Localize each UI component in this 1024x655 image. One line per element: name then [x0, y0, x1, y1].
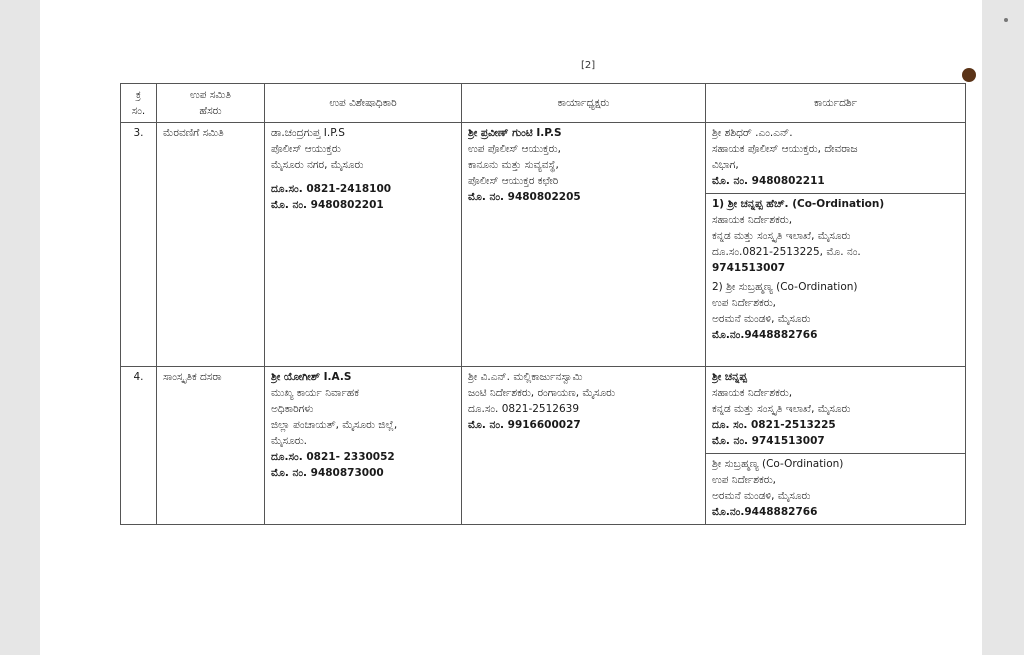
special-officer-cell: ಡಾ.ಚಂದ್ರಗುಪ್ತ I.P.S ಪೊಲೀಸ್ ಆಯುಕ್ತರು ಮೈಸೂರು ನಗರ, ಮೈಸೂರು ದೂ.ಸಂ. 0821-2418100 ಮೊ. ನಂ. 9480802201 [265, 123, 462, 367]
header-secretary: ಕಾರ್ಯದರ್ಶಿ [706, 84, 966, 123]
secretary-cell [706, 123, 966, 367]
ink-dot [962, 68, 976, 82]
table-header-row [121, 84, 966, 123]
row-number: 3. [121, 123, 157, 367]
president-cell: ಶ್ರೀ ವಿ.ಎನ್. ಮಲ್ಲಿಕಾರ್ಜುನಸ್ವಾಮಿ ಜಂಟಿ ನಿರ್ದೇಶಕರು, ರಂಗಾಯಣ, ಮೈಸೂರು ದೂ.ಸಂ. 0821-2512639 ಮೊ. ನಂ. 9916600027 [462, 367, 706, 525]
header-special-officer: ಉಪ ವಿಶೇಷಾಧಿಕಾರಿ [265, 84, 462, 123]
secretary-entry: 1) ಶ್ರೀ ಚನ್ನಪ್ಪ ಹೆಚ್. (Co-Ordination) ಸಹಾಯಕ ನಿರ್ದೇಶಕರು, ಕನ್ನಡ ಮತ್ತು ಸಂಸ್ಕೃತಿ ಇಲಾಖೆ, ಮೈಸೂರು ದೂ.ಸಂ.0821-2513225, ಮೊ. ನಂ. 9741513007 2) ಶ್ರೀ ಸುಬ್ರಹ್ಮಣ್ಯ (Co-Ordination) ಉಪ ನಿರ್ದೇಶಕರು, ಅರಮನೆ ಮಂಡಳಿ, ಮೈಸೂರು ಮೊ.ನಂ.9448882766 [706, 193, 965, 347]
special-officer-cell: ಶ್ರೀ ಯೋಗೀಶ್ I.A.S ಮುಖ್ಯ ಕಾರ್ಯ ನಿರ್ವಾಹಕ ಅಧಿಕಾರಿಗಳು ಜಿಲ್ಲಾ ಪಂಚಾಯತ್, ಮೈಸೂರು ಜಿಲ್ಲೆ, ಮೈಸೂರು. ದೂ.ಸಂ. 0821- 2330052 ಮೊ. ನಂ. 9480873000 [265, 367, 462, 525]
committee-name: ಸಾಂಸ್ಕೃತಿಕ ದಸರಾ [157, 367, 265, 525]
page-number: [2] [581, 60, 596, 71]
corner-mark [1004, 18, 1008, 22]
table-row [121, 123, 966, 367]
row-number: 4. [121, 367, 157, 525]
secretary-cell [706, 367, 966, 525]
header-sl-no: ಕ್ರ ಸಂ. [121, 84, 157, 123]
president-cell: ಶ್ರೀ ಪ್ರವೀಣ್ ಗುಂಟಿ I.P.S ಉಪ ಪೊಲೀಸ್ ಆಯುಕ್ತರು, ಕಾನೂನು ಮತ್ತು ಸುವ್ಯವಸ್ಥೆ, ಪೊಲೀಸ್ ಆಯುಕ್ತರ ಕಛೇರಿ ಮೊ. ನಂ. 9480802205 [462, 123, 706, 367]
committee-table [120, 83, 966, 525]
secretary-entry: ಶ್ರೀ ಸುಬ್ರಹ್ಮಣ್ಯ (Co-Ordination) ಉಪ ನಿರ್ದೇಶಕರು, ಅರಮನೆ ಮಂಡಳಿ, ಮೈಸೂರು ಮೊ.ನಂ.9448882766 [706, 453, 965, 524]
secretary-entry: ಶ್ರೀ ಚನ್ನಪ್ಪ ಸಹಾಯಕ ನಿರ್ದೇಶಕರು, ಕನ್ನಡ ಮತ್ತು ಸಂಸ್ಕೃತಿ ಇಲಾಖೆ, ಮೈಸೂರು ದೂ. ಸಂ. 0821-2513225 ಮೊ. ನಂ. 9741513007 [712, 371, 851, 447]
secretary-entry: ಶ್ರೀ ಶಶಿಧರ್ .ಎಂ.ಎನ್. ಸಹಾಯಕ ಪೊಲೀಸ್ ಆಯುಕ್ತರು, ದೇವರಾಜ ವಿಭಾಗ, ಮೊ. ನಂ. 9480802211 [712, 127, 858, 187]
header-sub-committee: ಉಪ ಸಮಿತಿ ಹೆಸರು [157, 84, 265, 123]
table-row [121, 367, 966, 525]
header-president: ಕಾರ್ಯಾಧ್ಯಕ್ಷರು [462, 84, 706, 123]
committee-name: ಮೆರವಣಿಗೆ ಸಮಿತಿ [157, 123, 265, 367]
